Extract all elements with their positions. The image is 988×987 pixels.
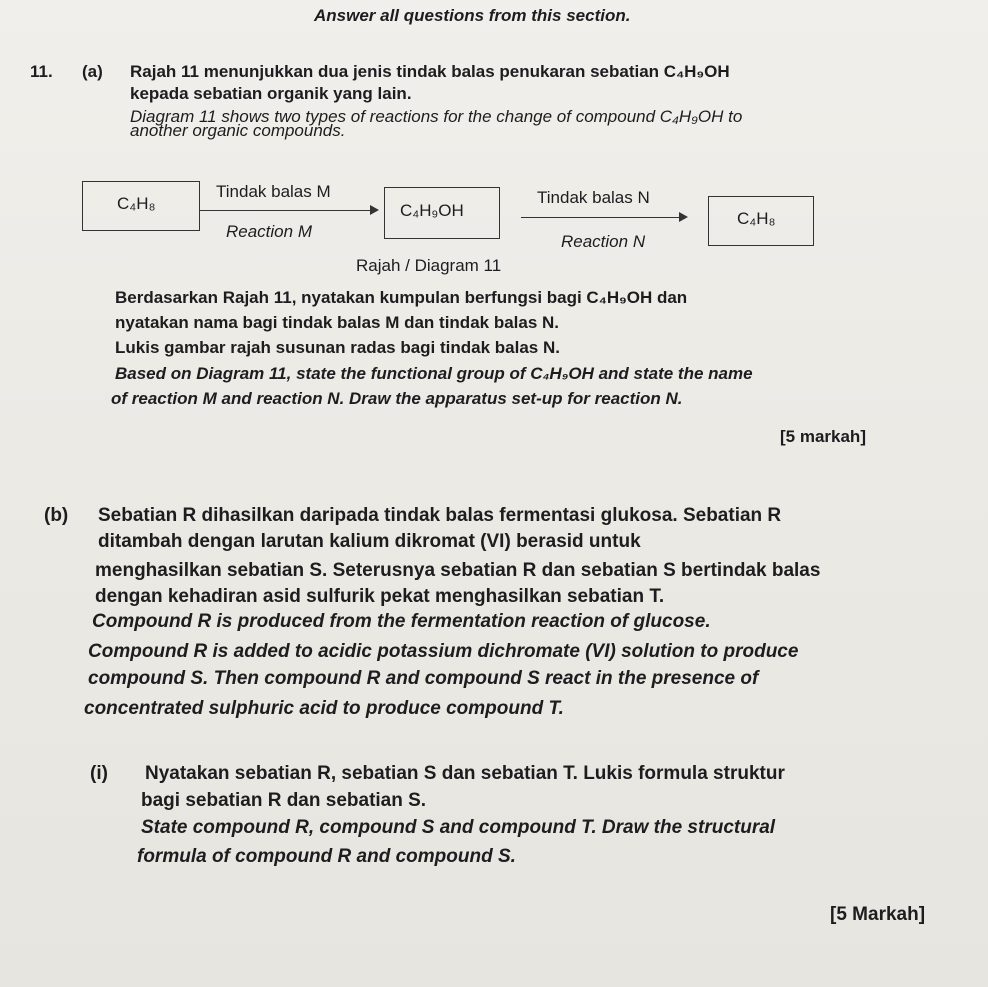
reaction-n-arrow-head <box>679 212 688 222</box>
part-b-english-4: concentrated sulphuric acid to produce compound T. <box>84 698 564 719</box>
reaction-m-malay-label: Tindak balas M <box>216 182 331 201</box>
part-b-label: (b) <box>44 505 69 526</box>
reaction-n-english-label: Reaction N <box>561 232 646 251</box>
sub-i-english-1: State compound R, compound S and compound T. Draw the structural <box>141 817 776 838</box>
part-a-english-task-1: Based on Diagram 11, state the functional group of C₄H₉OH and state the name <box>115 364 753 383</box>
sub-i-english-2: formula of compound R and compound S. <box>137 846 516 867</box>
part-a-marks: [5 markah] <box>780 427 866 446</box>
section-instruction: Answer all questions from this section. <box>314 6 631 25</box>
sub-i-malay-2: bagi sebatian R dan sebatian S. <box>141 790 427 811</box>
compound-middle-label: C₄H₉OH <box>400 201 464 220</box>
part-b-malay-3: menghasilkan sebatian S. Seterusnya sebatian R dan sebatian S bertindak balas <box>95 560 821 581</box>
compound-box-middle <box>384 187 500 239</box>
part-a-malay-intro-2: kepada sebatian organik yang lain. <box>130 84 412 103</box>
part-b-english-1: Compound R is produced from the fermentation reaction of glucose. <box>92 611 711 632</box>
compound-box-left <box>82 181 200 231</box>
part-b-malay-1: Sebatian R dihasilkan daripada tindak balas fermentasi glukosa. Sebatian R <box>98 505 782 526</box>
reaction-m-english-label: Reaction M <box>226 222 312 241</box>
diagram-caption: Rajah / Diagram 11 <box>356 256 502 275</box>
part-a-english-intro-2: another organic compounds. <box>130 121 346 140</box>
sub-i-label: (i) <box>90 763 108 784</box>
part-b-english-3: compound S. Then compound R and compound S react in the presence of <box>88 668 759 689</box>
reaction-n-malay-label: Tindak balas N <box>537 188 650 207</box>
part-a-malay-intro-1: Rajah 11 menunjukkan dua jenis tindak balas penukaran sebatian C₄H₉OH <box>130 62 730 81</box>
reaction-m-arrow-line <box>200 210 370 211</box>
reaction-m-arrow-head <box>370 205 379 215</box>
part-a-english-intro-1: Diagram 11 shows two types of reactions for the change of compound C₄H₉OH to <box>130 107 743 126</box>
part-b-marks: [5 Markah] <box>830 904 926 925</box>
compound-right-label: C₄H₈ <box>737 209 776 228</box>
compound-box-right <box>708 196 814 246</box>
part-a-malay-task-2: nyatakan nama bagi tindak balas M dan tindak balas N. <box>115 313 560 332</box>
sub-i-malay-1: Nyatakan sebatian R, sebatian S dan sebatian T. Lukis formula struktur <box>145 763 785 784</box>
part-b-english-2: Compound R is added to acidic potassium dichromate (VI) solution to produce <box>88 641 799 662</box>
reaction-n-arrow-line <box>521 217 679 218</box>
part-a-malay-task-1: Berdasarkan Rajah 11, nyatakan kumpulan berfungsi bagi C₄H₉OH dan <box>115 288 688 307</box>
compound-left-label: C₄H₈ <box>117 194 156 213</box>
part-a-label: (a) <box>82 62 103 81</box>
part-b-malay-4: dengan kehadiran asid sulfurik pekat menghasilkan sebatian T. <box>95 586 665 607</box>
part-a-english-task-2: of reaction M and reaction N. Draw the apparatus set-up for reaction N. <box>111 389 683 408</box>
part-b-malay-2: ditambah dengan larutan kalium dikromat (VI) berasid untuk <box>98 531 641 552</box>
question-number: 11. <box>30 62 53 81</box>
part-a-malay-task-3: Lukis gambar rajah susunan radas bagi tindak balas N. <box>115 338 560 357</box>
